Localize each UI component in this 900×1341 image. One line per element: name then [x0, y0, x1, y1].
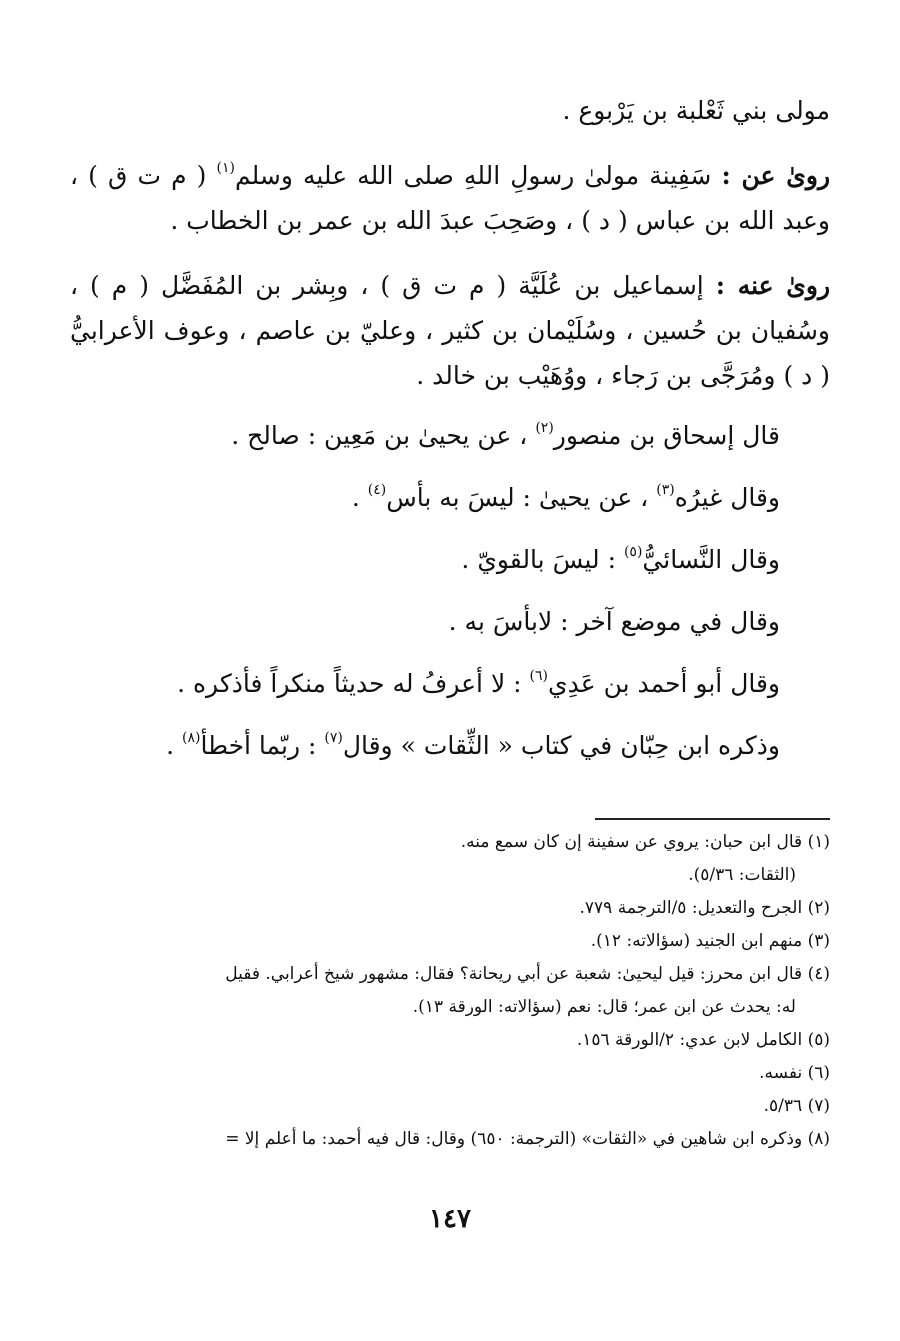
quote-line: قال إسحاق بن منصور$^{(٢)}$ ، عن يحيىٰ بن مَعِين : صالح .	[231, 420, 780, 450]
footnote: (٢) الجرح والتعديل: ٥/الترجمة ٧٧٩.	[579, 898, 830, 918]
footnote-ref: (٥)	[623, 544, 643, 560]
quote-line: وقال غيرُه$^{(٣)}$ ، عن يحيىٰ : ليسَ به بأس$^{(٤)}$ .	[351, 482, 780, 512]
footnote-divider	[595, 818, 830, 820]
quote-line: وقال أبو أحمد بن عَدِي$^{(٦)}$ : لا أعرفُ له حديثاً منكراً فأذكره .	[177, 668, 780, 698]
footnote-ref: (٦)	[529, 668, 549, 684]
footnote: (٨) وذكره ابن شاهين في «الثقات» (الترجمة: ٦٥٠) وقال: قال فيه أحمد: ما أعلم إلا =	[225, 1129, 830, 1149]
footnote-ref: (١)	[216, 160, 235, 176]
footnote-ref: (٤)	[367, 482, 387, 498]
footnote-ref: (٣)	[656, 482, 675, 498]
quote-line: وقال النَّسائيُّ$^{(٥)}$ : ليسَ بالقويّ .	[461, 544, 780, 574]
narrators-label: روىٰ عنه :	[715, 271, 831, 300]
footnote-ref: (٢)	[535, 420, 554, 436]
footnote: (٣) منهم ابن الجنيد (سؤالاته: ١٢).	[590, 931, 830, 951]
page-number: ١٤٧	[429, 1204, 471, 1234]
footnote: (٤) قال ابن محرز: قيل ليحيىٰ: شعبة عن أبي ريحانة؟ فقال: مشهور شيخ أعرابي. فقيل له: يحدث عن ابن عمر؛ قال: نعم (سؤالاته: الورقة ١٣).	[225, 964, 830, 1017]
footnote: (١) قال ابن حبان: يروي عن سفينة إن كان سمع منه. (الثقات: ٥/٣٦).	[460, 832, 830, 885]
intro-line: مولى بني ثَعْلبة بن يَرْبوع .	[562, 96, 830, 125]
footnote: (٦) نفسه.	[759, 1063, 830, 1083]
quote-line: وقال في موضع آخر : لابأسَ به .	[448, 607, 780, 636]
footnote: (٥) الكامل لابن عدي: ٢/الورقة ١٥٦.	[576, 1030, 830, 1050]
narrated-from-label: روىٰ عن :	[721, 161, 831, 190]
footnotes	[70, 826, 830, 1156]
footnote-ref: (٧)	[324, 730, 343, 746]
footnote-ref: (٨)	[181, 730, 201, 746]
narrated-from-paragraph: روىٰ عن : سَفِينة مولىٰ رسولِ اللهِ صلى الله عليه وسلم$^{(١)}$ ( م ت ق ) ، وعبد الله بن عباس ( د ) ، وصَحِبَ عبدَ الله بن عمر بن الخطاب .	[70, 160, 831, 235]
footnote: (٧) ٥/٣٦.	[763, 1096, 830, 1116]
main-text	[70, 88, 830, 770]
quote-line: وذكره ابن حِبّان في كتاب « الثِّقات » وقال$^{(٧)}$ : ربّما أخطأ$^{(٨)}$ .	[166, 730, 780, 760]
narrators-paragraph: روىٰ عنه : إسماعيل بن عُلَيَّة ( م ت ق ) ، وبِشر بن المُفَضَّل ( م ) ، وسُفيان بن حُسين ، وسُلَيْمان بن كثير ، وعليّ بن عاصم ، وعوف الأعرابيُّ ( د ) ومُرَجَّى بن رَجاء ، ووُهَيْب بن خالد .	[70, 271, 831, 390]
